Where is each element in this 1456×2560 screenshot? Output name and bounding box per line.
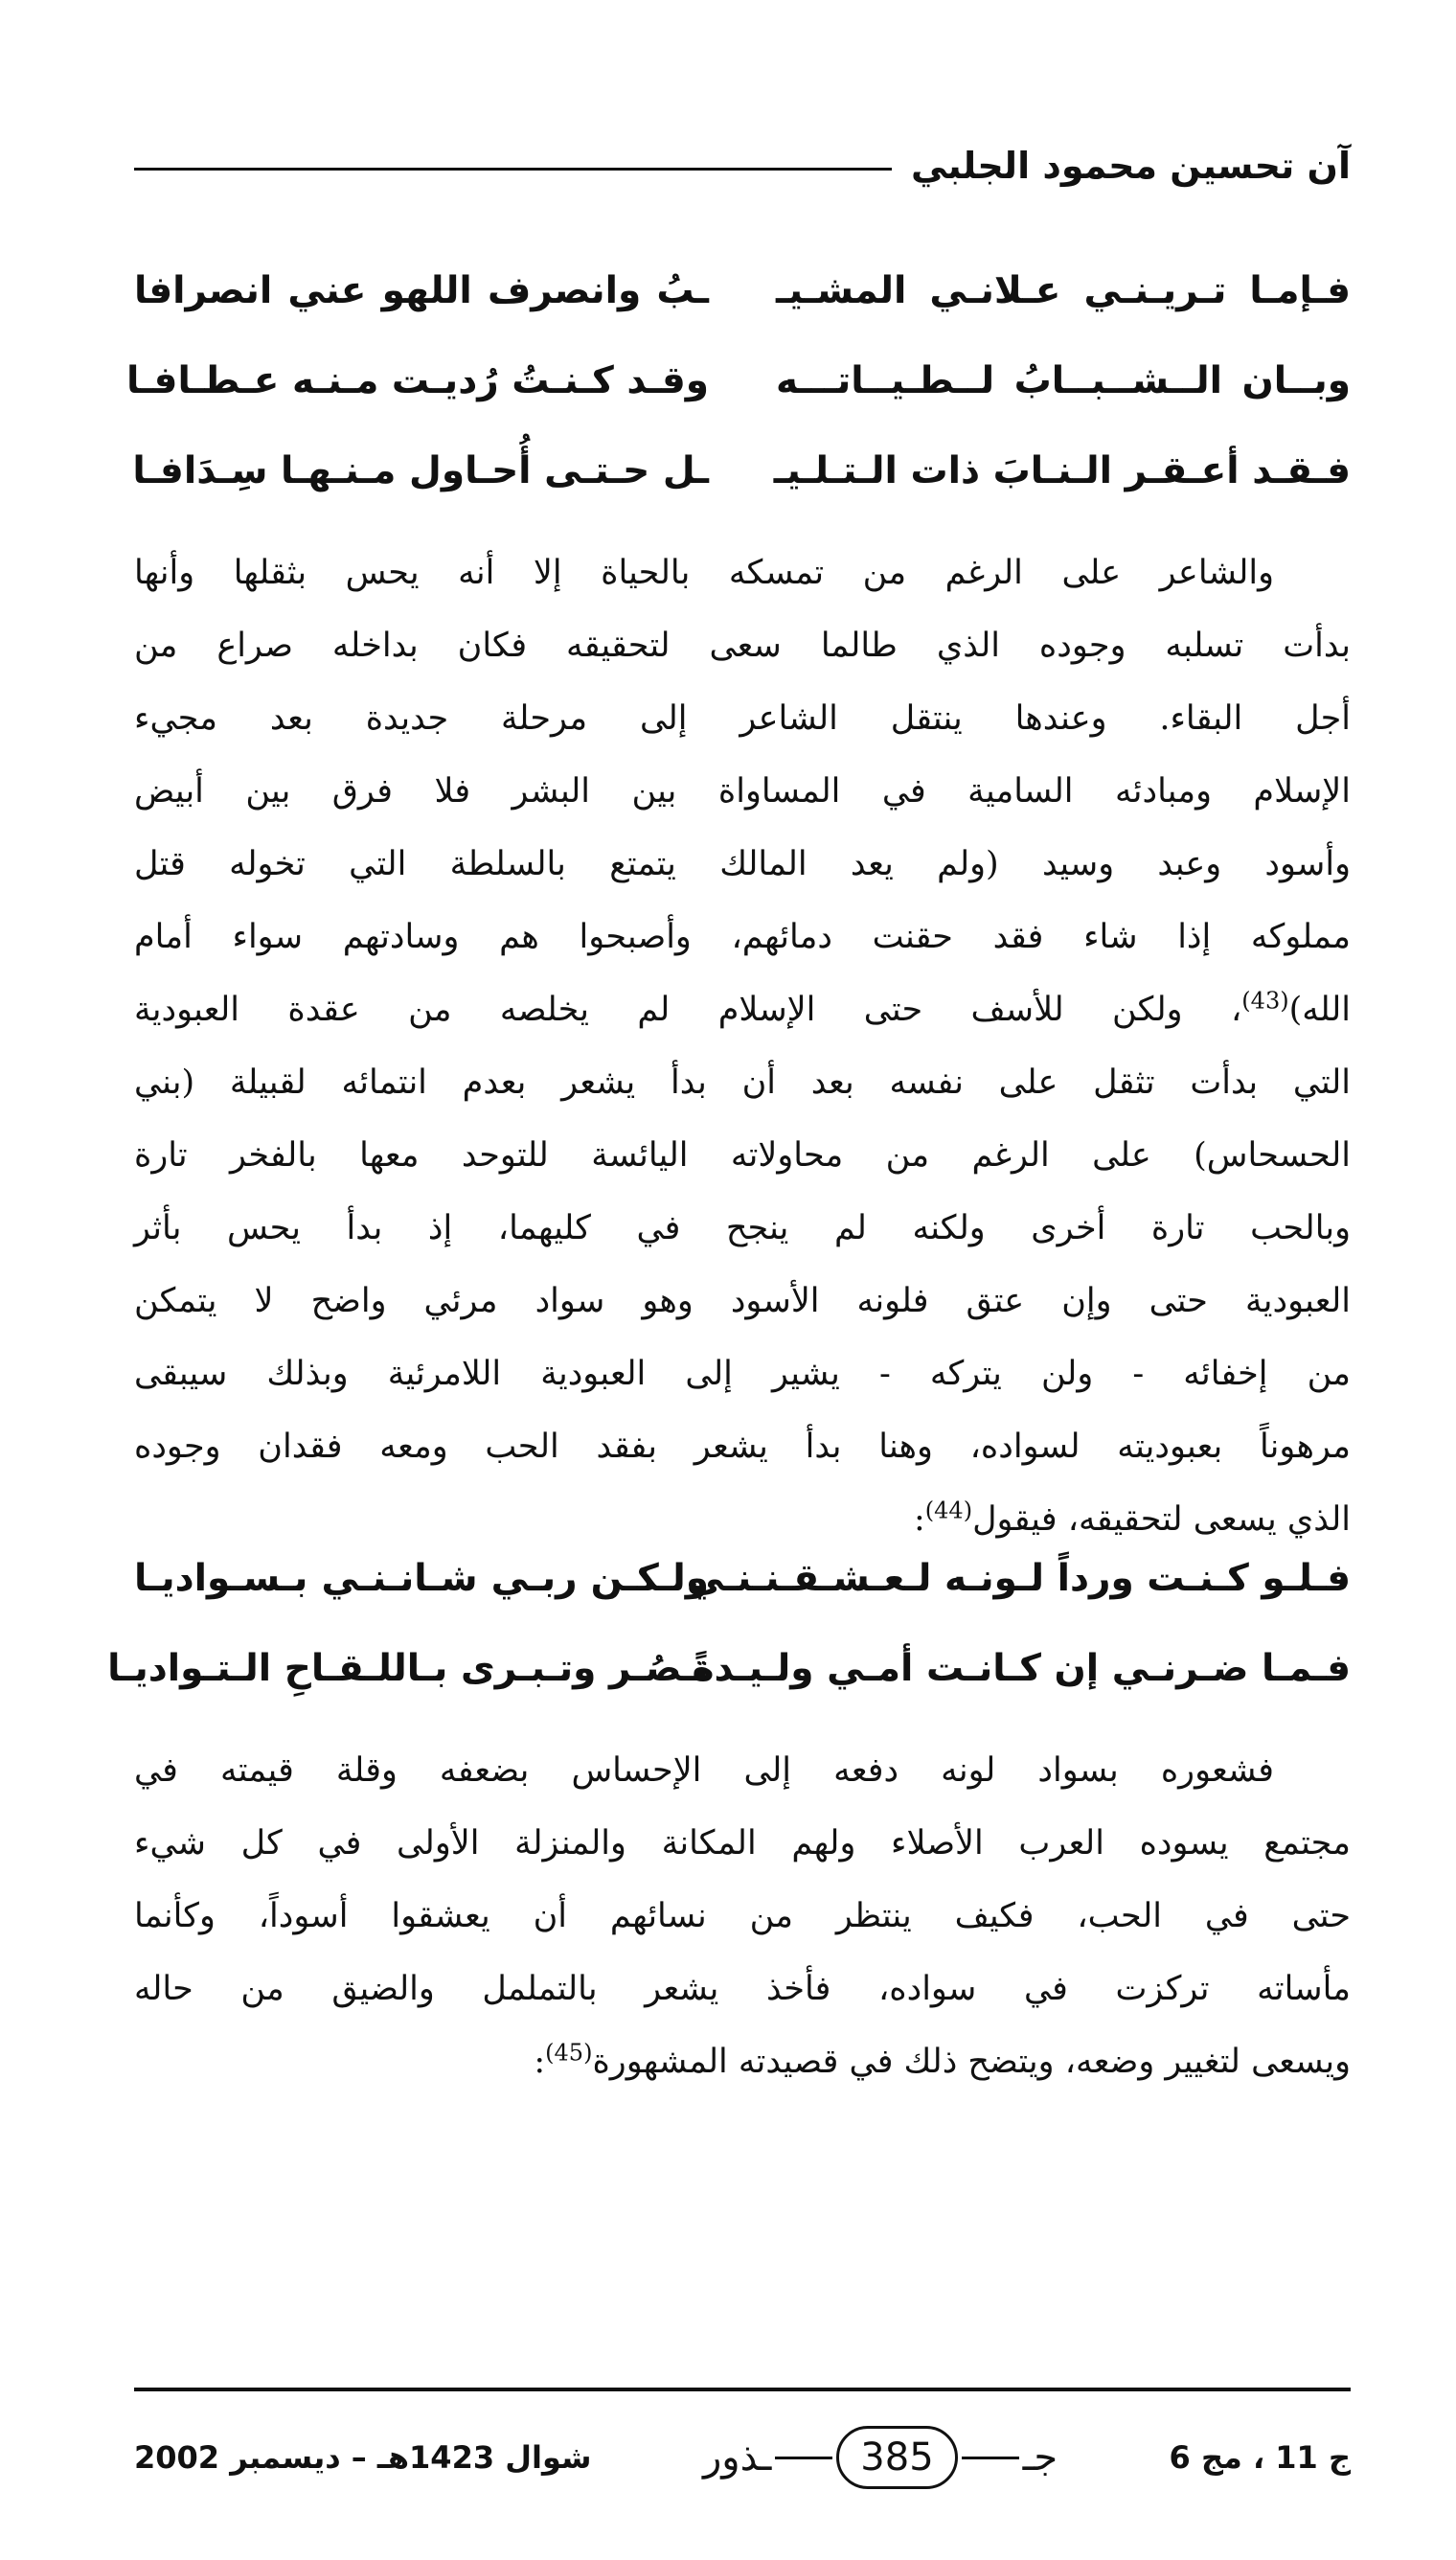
line-end: :: [534, 2043, 546, 2081]
line-start: الذي يسعى لتحقيقه، فيقول: [972, 1500, 1351, 1539]
paragraph-line: والشاعر على الرغم من تمسكه بالحياة إلا أنه يحس بثقلها وأنها: [134, 554, 1274, 592]
running-header: [134, 132, 1351, 199]
line-start: الله): [1288, 991, 1351, 1029]
verse-first-hemistich: فـإمـا تـريـنـي عـلانـي المشـيـ: [776, 268, 1351, 312]
paragraph-line: مأساته تركزت في سواده، فأخذ يشعر بالتململ والضيق من حاله: [134, 1970, 1351, 2008]
verse: [107, 1623, 1351, 1713]
paragraph-line: وبالحب تارة أخرى ولكنه لم ينجح في كليهما، إذ بدأ يحس بأثر: [134, 1209, 1351, 1247]
verse: [134, 245, 1351, 335]
paragraph-line: الحسحاس) على الرغم من محاولاته اليائسة للتوحد معها بالفخر تارة: [134, 1136, 1351, 1175]
verse-first-hemistich: فـمـا ضـرنـي إن كـانـت أمـي ولـيـدةً: [692, 1646, 1351, 1690]
issue-volume: ج 11 ، مج 6: [1169, 2439, 1351, 2476]
header-title: آن تحسين محمود الجلبي: [910, 145, 1351, 187]
journal-mark: [703, 2426, 1058, 2489]
paragraph-line: فشعوره بسواد لونه دفعه إلى الإحساس بضعفه وقلة قيمته في: [134, 1751, 1274, 1790]
paragraph-line-with-note: [134, 973, 1351, 1046]
verse-first-hemistich: فـلـو كـنـت ورداً لـونـه لـعـشـقـنـنـي: [686, 1556, 1351, 1600]
verse-second-hemistich: تـصُـر وتـبـرى بـاللـقـاحِ الـتـواديـا: [107, 1646, 709, 1690]
paragraph-2: [134, 1734, 1351, 2098]
journal-dash: [962, 2457, 1019, 2459]
verse-second-hemistich: ـبُ وانصرف اللهو عني انصرافا: [134, 268, 709, 312]
page-number: 385: [836, 2426, 957, 2489]
line-start: ويسعى لتغيير وضعه، ويتضح ذلك في قصيدته المشهورة: [592, 2043, 1351, 2081]
poem-block-2: [107, 1533, 1351, 1713]
verse-second-hemistich: ولـكـن ربـي شـانـنـي بـسـواديـا: [134, 1556, 709, 1600]
paragraph-line: حتى في الحب، فكيف ينتظر من نسائهم أن يعشقوا أسوداً، وكأنما: [134, 1897, 1351, 1935]
paragraph-line: العبودية حتى وإن عتق فلونه الأسود وهو سواد مرئي واضح لا يتمكن: [134, 1282, 1351, 1320]
paragraph-line: من إخفائه - ولن يتركه - يشير إلى العبودية اللامرئية وبذلك سيبقى: [134, 1355, 1351, 1393]
paragraph-line: وأسود وعبد وسيد (ولم يعد المالك يتمتع بالسلطة التي تخوله قتل: [134, 845, 1351, 883]
paragraph-line: بدأت تسلبه وجوده الذي طالما سعى لتحقيقه فكان بداخله صراع من: [134, 627, 1351, 665]
verse: [134, 425, 1351, 515]
footnote-ref-43: (43): [1241, 987, 1289, 1015]
paragraph-line-with-note: [134, 2025, 1351, 2098]
verse-second-hemistich: ـل حـتـى أُحـاول مـنـهـا سِـدَافـا: [132, 448, 709, 492]
footnote-ref-44: (44): [924, 1497, 973, 1524]
line-end: :: [913, 1500, 925, 1539]
verse: [125, 335, 1351, 425]
paragraph-line: الإسلام ومبادئه السامية في المساواة بين البشر فلا فرق بين أبيض: [134, 772, 1351, 811]
footnote-ref-45: (45): [545, 2039, 593, 2067]
header-rule: [134, 168, 892, 171]
verse: [134, 1533, 1351, 1623]
issue-date: شوال 1423هـ – ديسمبر 2002: [134, 2439, 592, 2476]
paragraph-line: أجل البقاء. وعندها ينتقل الشاعر إلى مرحلة جديدة بعد مجيء: [134, 699, 1351, 738]
poem-block-1: [125, 245, 1351, 515]
journal-name-start: جـ: [1022, 2435, 1058, 2480]
footer-rule: [134, 2388, 1351, 2391]
paragraph-1: [134, 537, 1351, 1556]
journal-name-end: ـذور: [702, 2435, 772, 2480]
paragraph-line: التي بدأت تثقل على نفسه بعد أن بدأ يشعر بعدم انتمائه لقبيلة (بني: [134, 1063, 1351, 1102]
paragraph-line: مجتمع يسوده العرب الأصلاء ولهم المكانة والمنزلة الأولى في كل شيء: [134, 1824, 1351, 1863]
journal-dash: [775, 2457, 832, 2459]
line-rest: ، ولكن للأسف حتى الإسلام لم يخلصه من عقدة العبودية: [134, 991, 1242, 1029]
page-footer: [134, 2414, 1351, 2501]
verse-first-hemistich: فـقـد أعـقـر الـنـابَ ذات الـتـلـيـ: [773, 448, 1351, 492]
verse-first-hemistich: وبــان الــشــبــابُ لــطـيــاتـــه: [776, 358, 1351, 402]
paragraph-line: مرهوناً بعبوديته لسواده، وهنا بدأ يشعر بفقد الحب ومعه فقدان وجوده: [134, 1428, 1351, 1466]
verse-second-hemistich: وقـد كـنـتُ رُديـت مـنـه عـطـافـا: [125, 358, 709, 402]
paragraph-line: مملوكه إذا شاء فقد حقنت دمائهم، وأصبحوا هم وسادتهم سواء أمام: [134, 918, 1351, 956]
